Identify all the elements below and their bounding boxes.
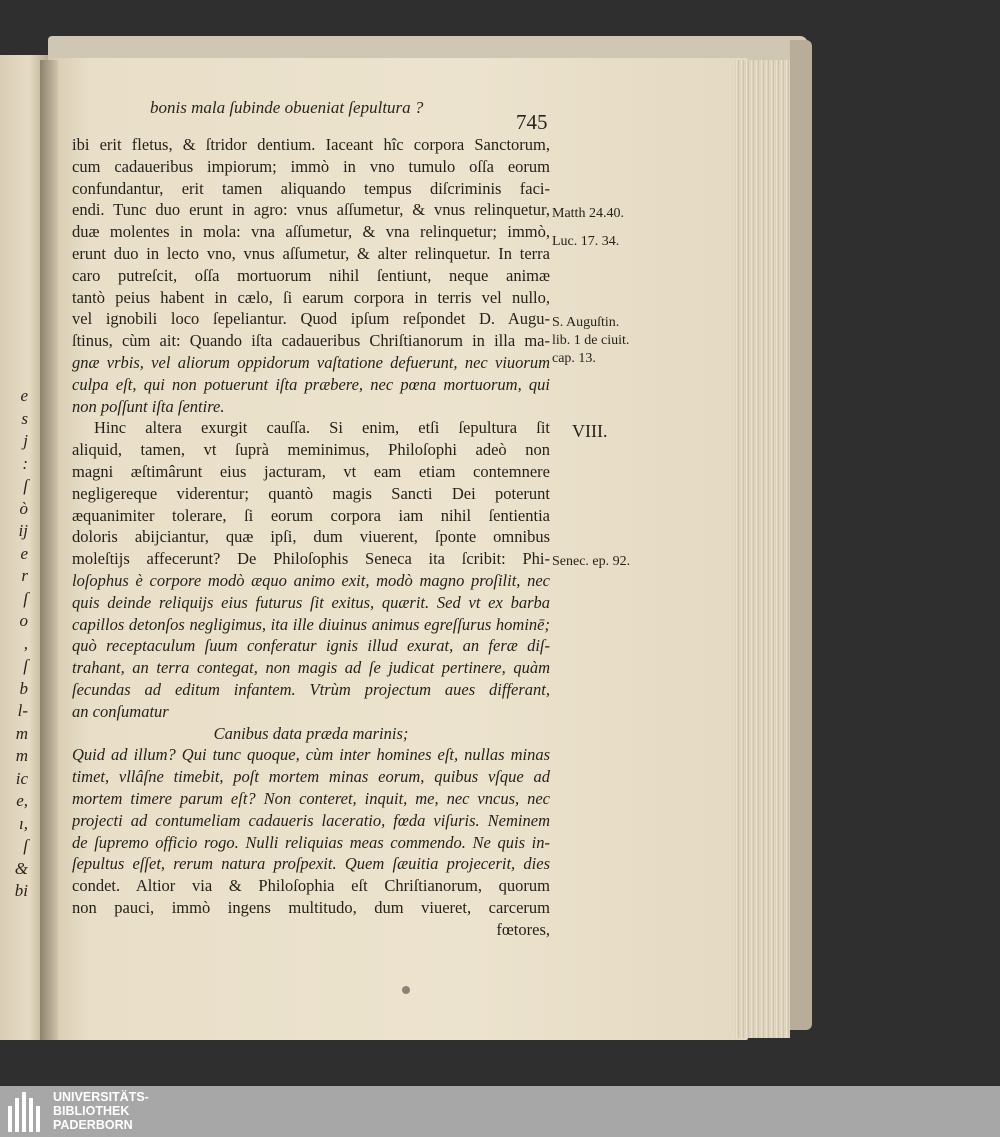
text-line: condet. Altior via & Philoſophia eſt Chriſtianorum, quorum bbox=[72, 876, 550, 896]
text-line: Hinc altera exurgit cauſſa. Si enim, etſi ſepultura ſit bbox=[94, 418, 550, 438]
left-page-fragment: b bbox=[19, 678, 28, 698]
library-name-line-1: UNIVERSITÄTS- bbox=[53, 1090, 149, 1104]
library-footer-bar bbox=[0, 1086, 1000, 1137]
text-line: cum cadaueribus impiorum; immò in vno tumulo oſſa eorum bbox=[72, 156, 550, 176]
text-line: non poſſunt iſta ſentire. bbox=[72, 396, 225, 416]
text-line: Canibus data præda marinis; bbox=[213, 723, 409, 743]
left-page-fragment: ı, bbox=[19, 813, 28, 833]
text-line: quis deinde reliquijs eius futurus ſit exitus, quærit. Sed vt ex barba bbox=[72, 592, 550, 612]
text-line: aliquid, tamen, vt ſuprà meminimus, Philoſophi adeò non bbox=[72, 440, 550, 460]
text-line: Quid ad illum? Qui tunc quoque, cùm inter homines eſt, nullas minas bbox=[72, 745, 550, 765]
left-page-fragment: s bbox=[21, 408, 28, 428]
text-line: vel ignobili loco ſepeliantur. Quod ipſum reſpondet D. Augu- bbox=[72, 309, 550, 329]
text-line: ibi erit fletus, & ſtridor dentium. Iaceant hîc corpora Sanctorum, bbox=[72, 135, 550, 154]
text-line: duæ molentes in mola: vna aſſumetur, & vna relinquetur; immò, bbox=[72, 222, 550, 242]
left-page-fragment: & bbox=[14, 858, 28, 878]
left-page-fragment: e bbox=[20, 386, 28, 405]
left-page-fragment: : bbox=[22, 453, 28, 473]
text-line: ſepultus eſſet, rerum natura proſpexit. Quem ſæuitia projecerit, dies bbox=[72, 854, 550, 874]
margin-note-matthew: Matth 24.40. bbox=[552, 206, 624, 221]
left-page-fragment: m bbox=[15, 723, 28, 743]
text-line: doloris abijciantur, quæ ipſi, dum viuerent, ſponte omnibus bbox=[72, 527, 550, 547]
text-line: ſtinus, cùm ait: Quando iſta cadaueribus Chriſtianorum in illa ma- bbox=[72, 331, 550, 351]
margin-note-augustine-2: lib. 1 de ciuit. bbox=[552, 333, 630, 348]
text-line: magni æſtimârunt eius jacturam, vt eam etiam contemnere bbox=[72, 461, 550, 481]
text-line: projecti ad contumeliam cadaueris laceratio, fœda viſuris. Neminem bbox=[72, 810, 550, 830]
library-name bbox=[53, 1090, 149, 1132]
left-page-fragment: ſ bbox=[23, 588, 28, 608]
text-line: loſophus è corpore modò æquo animo exit, modò magno proſilit, nec bbox=[72, 570, 550, 590]
left-page-fragment: ſ bbox=[23, 476, 28, 495]
left-page-fragment: m bbox=[15, 746, 28, 765]
text-line: endi. Tunc duo erunt in agro: vnus aſſumetur, & vnus relinquetur, bbox=[72, 200, 550, 220]
margin-note-seneca: Senec. ep. 92. bbox=[552, 554, 631, 569]
running-head: bonis mala ſubinde obueniat ſepultura ? bbox=[150, 98, 424, 117]
left-page-fragment: bi bbox=[14, 881, 28, 900]
text-line: tantò peius habent in cælo, ſi earum corpora in terris vel nullo, bbox=[72, 287, 550, 307]
text-line: moleſtijs affecerunt? De Philoſophis Seneca ita ſcribit: Phi- bbox=[72, 549, 550, 569]
text-line: erunt duo in lecto vno, vnus aſſumetur, & alter relinquetur. In terra bbox=[72, 243, 550, 263]
left-page-fragment: , bbox=[23, 633, 28, 653]
margin-note-augustine-1: S. Auguſtin. bbox=[552, 315, 620, 330]
text-line: non pauci, immò ingens multitudo, dum viueret, carcerum bbox=[72, 897, 550, 917]
margin-note-luke: Luc. 17. 34. bbox=[552, 234, 620, 249]
text-line: capillos detonſos negligimus, ita ille diuinus animus egreſſurus hominē; bbox=[72, 614, 550, 634]
text-line: mortem timere parum eſt? Non conteret, inquit, me, nec vncus, nec bbox=[72, 788, 550, 808]
text-line: ſecundas ad editum infantem. Vtrùm projectum aues differant, bbox=[72, 679, 550, 699]
left-page-fragment: ic bbox=[15, 768, 28, 788]
body-text bbox=[72, 134, 550, 940]
text-line: fœtores, bbox=[496, 919, 550, 939]
text-line: caro putreſcit, oſſa mortuorum nihil ſentiunt, neque animæ bbox=[72, 265, 550, 285]
page-number: 745 bbox=[516, 110, 548, 134]
text-line: an conſumatur bbox=[72, 701, 169, 721]
left-page-fragment: ij bbox=[18, 521, 28, 540]
paper-speck bbox=[402, 986, 410, 994]
text-line: timet, vllâſne timebit, poſt mortem minas eorum, quibus vſque ad bbox=[72, 767, 550, 787]
text-line: de ſupremo officio rogo. Nulli reliquias meas commendo. Ne quis in- bbox=[72, 832, 550, 852]
text-line: negligereque viderentur; quantò magis Sancti Dei poterunt bbox=[72, 483, 550, 503]
left-page-text-fragments bbox=[0, 385, 30, 903]
text-line: æquanimiter tolerare, ſi eorum corpora iam nihil ſentientia bbox=[72, 505, 550, 525]
text-line: confundantur, erit tamen aliquando tempus diſcriminis faci- bbox=[72, 178, 550, 198]
spine-shadow bbox=[40, 60, 58, 1040]
left-page-fragment: ſ bbox=[23, 656, 28, 675]
margin-note-augustine-3: cap. 13. bbox=[552, 351, 596, 366]
left-page-fragment: e, bbox=[16, 791, 28, 810]
text-line: trahant, an terra contegat, non magis ad ſe judicat pertinere, quàm bbox=[72, 658, 550, 678]
text-line: culpa eſt, qui non potuerunt iſta præbere, nec pœna mortuorum, qui bbox=[72, 374, 550, 394]
text-line: quò receptaculum ſuum conferatur ignis illud exurat, an feræ diſ- bbox=[72, 636, 550, 656]
library-logo-icon bbox=[8, 1092, 48, 1132]
book-cover-right-edge bbox=[790, 40, 812, 1030]
library-name-line-3: PADERBORN bbox=[53, 1118, 133, 1132]
left-page-fragment: l- bbox=[17, 701, 28, 720]
left-page-fragment: o bbox=[19, 611, 28, 630]
left-page-fragment: ò bbox=[19, 498, 28, 518]
text-line: gnæ vrbis, vel aliorum oppidorum vaſtatione defuerunt, nec viuorum bbox=[72, 352, 550, 372]
section-number: VIII. bbox=[572, 421, 608, 441]
left-page-fragment: e bbox=[20, 543, 28, 563]
page-stack-edges bbox=[735, 60, 790, 1038]
left-page-fragment: ſ bbox=[23, 836, 28, 855]
left-page-fragment: j bbox=[23, 431, 28, 450]
left-page-fragment: r bbox=[21, 566, 28, 585]
library-name-line-2: BIBLIOTHEK bbox=[53, 1104, 130, 1118]
